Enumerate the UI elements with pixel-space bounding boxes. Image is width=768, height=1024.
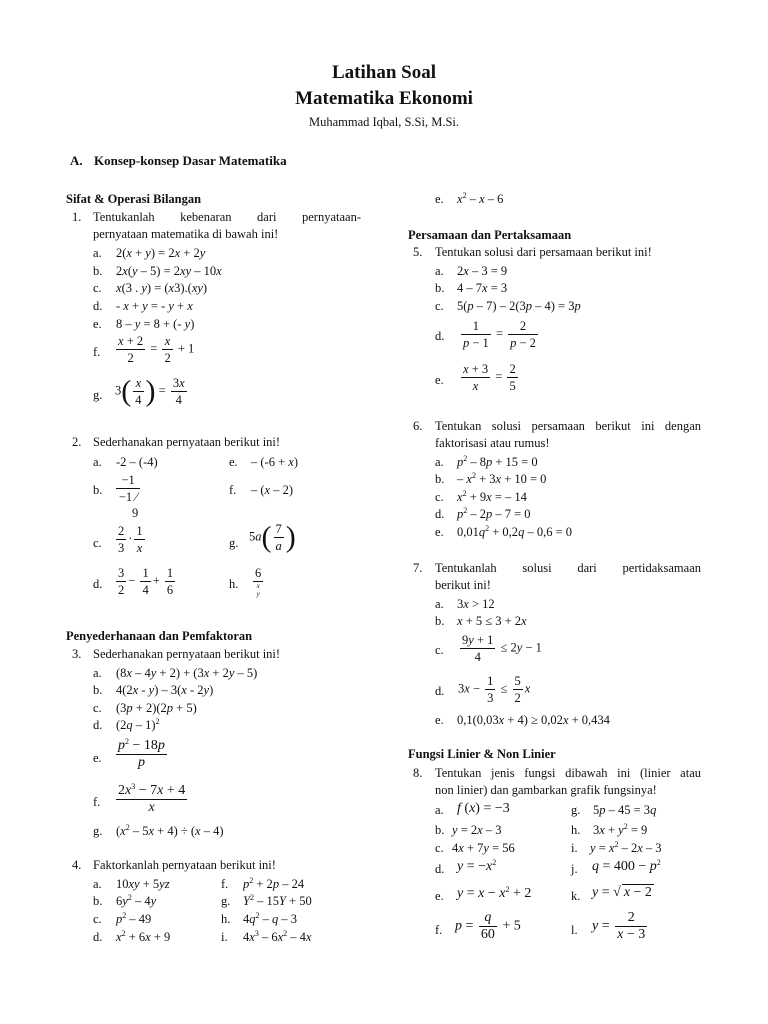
- math-expression: – (x – 2): [251, 483, 294, 497]
- math-expression: $p^2 - 2p - 7 = 0$: [457, 506, 531, 521]
- question-text: Sederhanakan pernyataan berikut ini!: [93, 435, 281, 449]
- item-label: d.: [435, 329, 445, 343]
- item-label: g.: [571, 803, 581, 817]
- section-title: Konsep-konsep Dasar Matematika: [94, 153, 287, 168]
- subheading-sifat: Sifat & Operasi Bilangan: [66, 192, 202, 206]
- math-expression: 2(x + y) = 2x + 2y: [116, 246, 206, 260]
- math-expression: 5(p – 7) – 2(3p – 4) = 3p: [457, 299, 581, 313]
- item-label: c.: [435, 841, 444, 855]
- item-label: e.: [93, 317, 102, 331]
- math-expression: f (x) = −3: [457, 801, 510, 816]
- math-expression: (3p + 2)(2p + 5): [116, 701, 197, 715]
- math-expression: 10xy + 5yz: [116, 877, 170, 891]
- item-label: b.: [93, 894, 103, 908]
- item-label: i.: [221, 930, 228, 944]
- question-number: 2.: [72, 435, 82, 449]
- item-label: j.: [571, 862, 578, 876]
- math-expression: 5p – 45 = 3q: [593, 803, 657, 817]
- item-label: c.: [93, 536, 102, 550]
- item-label: d.: [93, 930, 103, 944]
- item-label: b.: [435, 472, 445, 486]
- item-label: d.: [93, 718, 103, 732]
- question-text: Sederhanakan pernyataan berikut ini!: [93, 647, 281, 661]
- question-number: 1.: [72, 210, 82, 224]
- item-label: a.: [435, 597, 444, 611]
- item-label: g.: [221, 894, 231, 908]
- subheading-fungsi: Fungsi Linier & Non Linier: [408, 747, 556, 761]
- section-label: A.: [70, 153, 83, 168]
- math-expression: −1 −1 ⁄ 9: [114, 472, 142, 521]
- question-text: Tentukan solusi persamaan berikut ini dengan: [435, 419, 701, 433]
- math-expression: (2q – 1)$^2$: [116, 717, 160, 732]
- item-label: f.: [221, 877, 229, 891]
- math-expression: $\frac{2x^3 - 7x + 4}{x}$: [118, 782, 186, 815]
- math-expression: -2 – (-4): [116, 455, 158, 469]
- math-expression: 4x + 7y = 56: [452, 841, 515, 855]
- item-label: e.: [435, 192, 444, 206]
- subheading-persamaan: Persamaan dan Pertaksamaan: [408, 228, 572, 242]
- math-expression: $6y^2 - 4y$: [116, 893, 157, 908]
- item-label: a.: [435, 455, 444, 469]
- item-label: e.: [435, 373, 444, 387]
- item-label: b.: [435, 281, 445, 295]
- math-expression: 5a( $\frac{7}{a}$ ): [249, 520, 296, 554]
- item-label: e.: [229, 455, 238, 469]
- item-label: d.: [93, 577, 103, 591]
- item-label: e.: [435, 525, 444, 539]
- item-label: a.: [435, 264, 444, 278]
- item-label: f.: [435, 923, 443, 937]
- question-number: 8.: [413, 766, 423, 780]
- math-expression: 2x – 3 = 9: [457, 264, 508, 278]
- question-text: Faktorkanlah pernyataan berikut ini!: [93, 858, 276, 872]
- math-expression: – $x^2 + 3x + 10 = 0$: [457, 471, 547, 486]
- question-text: pernyataan matematika di bawah ini!: [93, 227, 279, 241]
- math-expression: $(x^2 - 5x + 4) \div (x - 4)$: [116, 823, 224, 838]
- item-label: b.: [435, 823, 445, 837]
- question-text: berikut ini!: [435, 578, 491, 592]
- item-label: b.: [93, 483, 103, 497]
- math-expression: $4x^3 - 6x^2 - 4x$: [243, 929, 312, 944]
- item-label: b.: [93, 683, 103, 697]
- math-expression: 0,1(0,03x + 4) ≥ 0,02x + 0,434: [457, 713, 610, 727]
- item-label: a.: [435, 803, 444, 817]
- item-label: c.: [435, 490, 444, 504]
- math-expression: $0,01q^2 + 0,2q - 0,6 = 0$: [457, 524, 572, 539]
- math-expression: $x^2 + 9x$ = – 14: [457, 489, 527, 504]
- math-expression: $y = x^2 - 2x - 3$: [590, 840, 662, 855]
- math-expression: p = $\frac{q}{60}$ + 5: [455, 910, 521, 942]
- math-expression: x(3 . y) = (x3).(xy): [116, 281, 208, 295]
- question-text: Tentukanlah kebenaran dari pernyataan-: [93, 210, 361, 224]
- item-label: i.: [571, 841, 578, 855]
- item-label: c.: [93, 701, 102, 715]
- math-expression: 3( $\frac{x}{4}$ ) = $\frac{3x}{4}$: [115, 374, 185, 408]
- item-label: d.: [435, 507, 445, 521]
- item-label: g.: [93, 824, 103, 838]
- math-expression: $\frac{p^2 - 18p}{p}$: [118, 737, 165, 770]
- item-label: l.: [571, 923, 578, 937]
- math-expression: x + 5 ≤ 3 + 2x: [457, 614, 527, 628]
- question-number: 6.: [413, 419, 423, 433]
- item-label: c.: [435, 299, 444, 313]
- question-text: faktorisasi atau rumus!: [435, 436, 550, 450]
- item-label: h.: [229, 577, 239, 591]
- item-label: d.: [435, 862, 445, 876]
- question-number: 7.: [413, 561, 423, 575]
- math-expression: $p^2 - 8p + 15 = 0$: [457, 454, 538, 469]
- math-expression: – (-6 + x): [251, 455, 298, 469]
- item-label: h.: [571, 823, 581, 837]
- item-label: b.: [435, 614, 445, 628]
- item-label: a.: [93, 455, 102, 469]
- math-expression: $4q^2$ – q – 3: [243, 911, 297, 926]
- item-label: g.: [229, 536, 239, 550]
- math-expression: 8 – y = 8 + (- y): [116, 317, 195, 331]
- math-expression: $x^2$ – x – 6: [457, 191, 504, 206]
- item-label: e.: [93, 751, 102, 765]
- math-expression: y = 2x – 3: [452, 823, 502, 837]
- math-expression: y = √ x − 2: [592, 885, 652, 900]
- math-expression: $x^2 + 6x + 9$: [116, 929, 171, 944]
- math-expression: y = $\frac{2}{x - 3}$: [592, 910, 646, 942]
- item-label: a.: [93, 666, 102, 680]
- question-number: 3.: [72, 647, 82, 661]
- question-text: Tentukan jenis fungsi dibawah ini (linier atau: [435, 766, 701, 780]
- math-expression: $\frac{1}{p - 1}$ = $\frac{2}{p - 2}$: [463, 319, 536, 350]
- item-label: h.: [221, 912, 231, 926]
- math-expression: $p^2 - 49$: [116, 911, 152, 926]
- item-label: e.: [435, 713, 444, 727]
- math-expression: 4(2x - y) – 3(x - 2y): [116, 683, 214, 697]
- math-expression: $p^2 + 2p - 24$: [243, 876, 305, 891]
- math-expression: $y = x - x^2 + 2$: [457, 885, 532, 901]
- math-expression: $Y^2 - 15Y + 50$: [243, 893, 312, 908]
- item-label: c.: [93, 912, 102, 926]
- question-text: Tentukan solusi dari persamaan berikut ini!: [435, 245, 652, 259]
- item-label: k.: [571, 889, 581, 903]
- item-label: a.: [93, 877, 102, 891]
- math-expression: $\frac{x + 2}{2}$ = $\frac{x}{2}$ + 1: [118, 334, 195, 365]
- item-label: d.: [93, 299, 103, 313]
- math-expression: $q = 400 - p^2$: [592, 858, 661, 874]
- math-expression: 3x > 12: [457, 597, 495, 611]
- math-expression: 3x − $\frac{1}{3}$ ≤ $\frac{5}{2}$ x: [458, 674, 531, 705]
- item-label: f.: [229, 483, 237, 497]
- question-text: Tentukanlah solusi dari pertidaksamaan: [435, 561, 701, 575]
- math-expression: $\frac{3}{2}$ − $\frac{1}{4}$ + $\frac{1}{6}$: [118, 566, 174, 597]
- math-expression: $3x + y^2 = 9$: [593, 822, 648, 837]
- question-text: non linier) dan gambarkan grafik fungsinya!: [435, 783, 657, 797]
- math-expression: $y = -x^2$: [457, 858, 497, 874]
- item-label: c.: [93, 281, 102, 295]
- math-expression: $\frac{x + 3}{x}$ = $\frac{2}{5}$: [463, 362, 516, 393]
- item-label: d.: [435, 684, 445, 698]
- item-label: f.: [93, 795, 101, 809]
- page-title: Latihan Soal: [331, 62, 436, 83]
- math-expression: - x + y = - y + x: [116, 299, 193, 313]
- question-number: 4.: [72, 858, 82, 872]
- author: Muhammad Iqbal, S.Si, M.Si.: [308, 115, 459, 129]
- math-expression: $\frac{2}{3}$ · $\frac{1}{x}$: [118, 524, 143, 555]
- item-label: b.: [93, 264, 103, 278]
- subheading-penyederhanaan: Penyederhanaan dan Pemfaktoran: [66, 629, 253, 643]
- math-expression: 2x(y – 5) = 2xy – 10x: [116, 264, 222, 278]
- math-expression: 4 – 7x = 3: [457, 281, 508, 295]
- math-expression: (8x – 4y + 2) + (3x + 2y – 5): [116, 666, 258, 680]
- math-expression: $\frac{9y + 1}{4}$ ≤ 2y − 1: [462, 633, 542, 664]
- question-number: 5.: [413, 245, 423, 259]
- page-subtitle: Matematika Ekonomi: [295, 88, 473, 109]
- item-label: c.: [435, 643, 444, 657]
- item-label: a.: [93, 246, 102, 260]
- item-label: f.: [93, 345, 101, 359]
- item-label: e.: [435, 889, 444, 903]
- math-expression: 6 x y: [255, 566, 262, 598]
- item-label: g.: [93, 388, 103, 402]
